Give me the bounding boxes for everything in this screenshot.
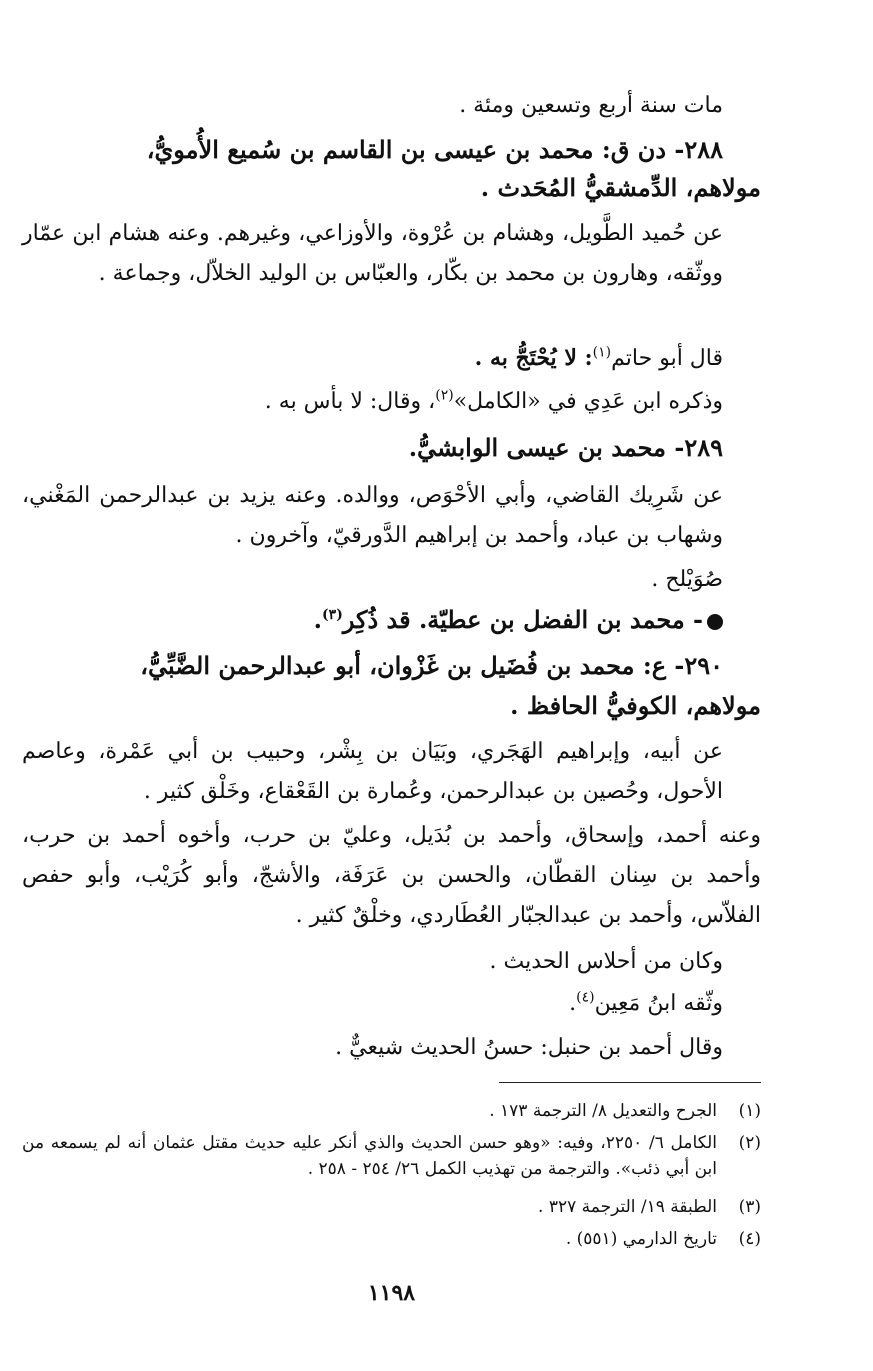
footnote-ref-1[interactable]: (١) bbox=[592, 344, 612, 361]
footnote-text: الطبقة ١٩/ الترجمة ٣٢٧ . bbox=[538, 1197, 717, 1217]
entry-289-narrators: عن شَرِيك القاضي، وأبي الأحْوَص، ووالده. وعنه يزيد بن عبدالرحمن المَغْني، وشهاب بن عباد، وأحمد بن إبراهيم الدَّورقيّ، وآخرون . bbox=[22, 483, 723, 548]
entry-290-ibn-main: وثّقه ابنُ مَعِين$^{(٤)}$. bbox=[569, 989, 723, 1016]
entry-288-abu-hatim: قال أبو حاتم$^{(١)}$: لا يُحْتَجُّ به . bbox=[474, 344, 723, 371]
footnote-ref-3[interactable]: (٣) bbox=[322, 607, 343, 623]
entry-288-heading-continued: مولاهم، الدِّمشقيُّ المُحَدث . bbox=[480, 173, 761, 202]
footnote-ref-2[interactable]: (٢) bbox=[435, 387, 454, 404]
footnote-number: (٤) bbox=[738, 1229, 761, 1249]
page-number: ١١٩٨ bbox=[367, 1280, 416, 1306]
entry-290-ahmad-hanbal: وقال أحمد بن حنبل: حسنُ الحديث شيعيٌّ . bbox=[335, 1035, 723, 1060]
footnote-number: (١) bbox=[738, 1101, 761, 1121]
footnote-text: تاريخ الدارمي (٥٥١) . bbox=[565, 1229, 717, 1249]
footnote-4 bbox=[22, 1226, 761, 1252]
bullet-icon bbox=[707, 614, 723, 630]
footnote-2 bbox=[22, 1130, 761, 1182]
entry-289-heading: ٢٨٩- محمد بن عيسى الوابشيُّ. bbox=[408, 433, 723, 462]
cross-reference-note: - محمد بن الفضل بن عطيّة. قد ذُكِر$^{(٣)}$. bbox=[22, 600, 761, 640]
entry-290-heading-continued: مولاهم، الكوفيُّ الحافظ . bbox=[510, 691, 761, 720]
footnote-number: (٣) bbox=[738, 1197, 761, 1217]
footnote-1 bbox=[22, 1098, 761, 1124]
footnote-text: الجرح والتعديل ٨/ الترجمة ١٧٣ . bbox=[489, 1101, 717, 1121]
book-page bbox=[22, 0, 761, 1371]
paragraph-death-year: مات سنة أربع وتسعين ومئة . bbox=[459, 93, 723, 118]
footnote-number: (٢) bbox=[738, 1133, 761, 1153]
entry-289-grading: صُوَيْلح . bbox=[651, 567, 723, 592]
entry-290-students: وعنه أحمد، وإسحاق، وأحمد بن بُدَيل، وعليّ بن حرب، وأخوه أحمد بن حرب، وأحمد بن سِنان القطّان، والحسن بن عَرَفَة، والأشجّ، وأبو كُرَيْب، وأبو حفص الفلاّس، وأحمد بن عبدالجبّار العُطَاردي، وخلْقٌ كثير . bbox=[22, 823, 761, 928]
entry-290-teachers: عن أبيه، وإبراهيم الهَجَري، وبَيَان بن بِشْر، وحبيب بن أبي عَمْرة، وعاصم الأحول، وحُصين بن عبدالرحمن، وعُمارة بن القَعْقاع، وخَلْق كثير . bbox=[22, 739, 723, 804]
entry-288-narrators: عن حُميد الطَّويل، وهشام بن عُرْوة، والأوزاعي، وغيرهم. وعنه هشام ابن عمّار ووثّقه، وهارون بن محمد بن بكّار، والعبّاس بن الوليد الخلاّل، وجماعة . bbox=[22, 221, 723, 286]
footnote-divider bbox=[499, 1082, 761, 1083]
entry-288-heading: ٢٨٨- دن ق: محمد بن عيسى بن القاسم بن سُميع الأُمويُّ، bbox=[146, 135, 723, 164]
entry-290-ahlas: وكان من أحلاس الحديث . bbox=[489, 949, 723, 974]
footnote-ref-4[interactable]: (٤) bbox=[576, 989, 595, 1006]
entry-290-heading: ٢٩٠- ع: محمد بن فُضَيل بن غَزْوان، أبو عبدالرحمن الضَّبِّيُّ، bbox=[140, 651, 723, 680]
footnote-3 bbox=[22, 1194, 761, 1220]
entry-288-ibn-adi: وذكره ابن عَدِي في «الكامل»$^{(٢)}$، وقال: لا بأس به . bbox=[264, 387, 723, 414]
footnote-text: الكامل ٦/ ٢٢٥٠، وفيه: «وهو حسن الحديث والذي أنكر عليه حديث مقتل عثمان أنه لم يسمعه من ابن أبي ذئب». والترجمة من تهذيب الكمل ٢٦/ ٢٥٤ - ٢٥٨ . bbox=[22, 1133, 717, 1179]
